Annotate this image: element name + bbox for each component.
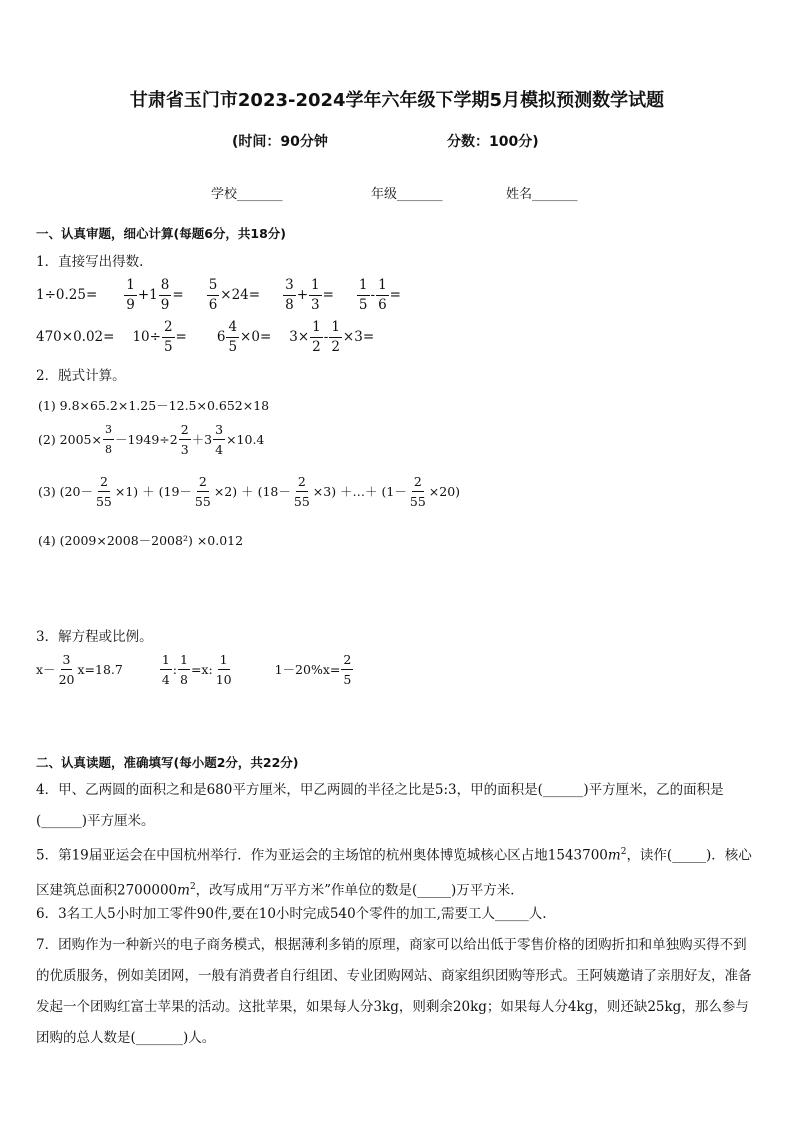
denominator: 8 xyxy=(285,296,294,313)
denominator: 55 xyxy=(194,493,211,509)
expr-text: x=18.7 xyxy=(77,661,123,677)
expr-9 xyxy=(289,318,374,357)
denominator: 5 xyxy=(228,338,238,355)
numerator: 1 xyxy=(124,276,137,296)
operator: ×24= xyxy=(220,287,261,303)
fraction xyxy=(226,318,239,357)
question-3-title: 3．解方程或比例。 xyxy=(36,629,153,645)
numerator: 4 xyxy=(226,318,239,338)
expr-6: 470×0.02= xyxy=(36,329,115,345)
operator: ×0= xyxy=(240,329,272,345)
denominator: 9 xyxy=(160,296,170,313)
fraction xyxy=(214,650,234,689)
fraction xyxy=(160,650,172,689)
numerator: 1 xyxy=(310,318,323,338)
denominator: 20 xyxy=(58,671,75,687)
fraction xyxy=(124,276,137,315)
denominator: 5 xyxy=(358,296,368,313)
unit-m: m xyxy=(177,882,190,898)
fraction xyxy=(309,276,322,315)
numerator: 1 xyxy=(329,318,342,338)
expr-text: ×2) ＋ (18－ xyxy=(213,484,291,499)
exam-time: (时间：90分钟 xyxy=(232,134,328,150)
numerator: 2 xyxy=(162,318,175,338)
equals: = xyxy=(389,287,401,303)
numerator: 1 xyxy=(357,276,370,296)
fraction xyxy=(193,472,213,511)
expr-4 xyxy=(282,276,334,315)
denominator: 3 xyxy=(180,441,189,457)
expr-text: ×3) ＋…＋ (1－ xyxy=(312,484,407,499)
numerator: 2 xyxy=(412,472,424,492)
question-2-part-4: (4) (2009×2008－2008²) ×0.012 xyxy=(38,533,244,548)
fraction xyxy=(213,420,225,459)
expr-text: ×20) xyxy=(428,483,461,499)
question-3-equations xyxy=(36,648,354,690)
denominator: 3 xyxy=(311,296,320,313)
fraction xyxy=(57,650,77,689)
fraction xyxy=(207,276,220,315)
denominator: 5 xyxy=(343,671,352,687)
denominator: 9 xyxy=(126,296,135,313)
fraction xyxy=(94,472,114,511)
equation-1 xyxy=(36,650,123,689)
page-title: 甘肃省玉门市2023-2024学年六年级下学期5月模拟预测数学试题 xyxy=(129,90,665,111)
denominator: 55 xyxy=(409,493,426,509)
equation-2 xyxy=(159,650,235,689)
question-4: 4．甲、乙两圆的面积之和是680平方厘米，甲乙两圆的半径之比是5:3，甲的面积是(______)平方厘米，乙的面积是(______)平方厘米。 xyxy=(36,782,724,829)
numerator: 8 xyxy=(159,276,172,296)
operator: - xyxy=(323,329,329,345)
question-6: 6．3名工人5小时加工零件90件,要在10小时完成540个零件的加工,需要工人_____人. xyxy=(36,906,547,922)
question-1-title: 1．直接写出得数. xyxy=(36,254,144,270)
expr-text: (3) (20－ xyxy=(38,484,93,499)
denominator: 2 xyxy=(331,338,340,355)
question-2-part-2 xyxy=(38,418,264,460)
expr-1: 1÷0.25= xyxy=(36,287,98,303)
q5-text: ，改写成用“万平方米”作单位的数是(_____)万平方米． xyxy=(195,882,524,898)
expr-text: 1－20%x= xyxy=(274,662,341,677)
exponent: 2 xyxy=(620,847,627,857)
numerator: 1 xyxy=(309,276,322,296)
denominator: 6 xyxy=(378,296,387,313)
numerator: 1 xyxy=(218,650,230,670)
fraction xyxy=(341,650,353,689)
denominator: 4 xyxy=(215,441,224,457)
operator: 3× xyxy=(289,329,310,345)
numerator: 3 xyxy=(103,420,114,440)
expr-text: : xyxy=(172,661,177,677)
operator: ×3= xyxy=(342,329,375,345)
fraction xyxy=(357,276,370,315)
equals: = xyxy=(322,287,334,303)
fraction xyxy=(162,318,175,357)
question-2-part-3 xyxy=(38,470,460,512)
question-7: 7．团购作为一种新兴的电子商务模式，根据薄利多销的原理，商家可以给出低于零售价格的团购折扣和单独购买得不到的优质服务，例如美团网，一般有消费者自行组团、专业团购网站、商家组织团购等形式。王阿姨邀请了亲朋好友，准备发起一个团购红富士苹果的活动。这批苹果，如果每人分3kg，则剩余20kg；如果每人分4kg，则还缺25kg，那么参与团购的总人数是(_______)人。 xyxy=(36,937,752,1046)
expr-text: (2) 2005× xyxy=(38,431,102,447)
fraction xyxy=(159,276,172,315)
mental-math-row-2 xyxy=(36,316,374,358)
operator: 10÷ xyxy=(132,329,161,345)
exam-score: 分数：100分) xyxy=(447,134,539,150)
expr-7 xyxy=(132,318,186,357)
exponent: 2 xyxy=(189,881,196,892)
unit-m: m xyxy=(607,847,621,864)
denominator: 8 xyxy=(104,442,112,456)
question-5 xyxy=(36,837,756,906)
q5-text: ，读作(_____)．核心区建筑总面积2700000 xyxy=(36,847,752,898)
numerator: 3 xyxy=(213,420,225,440)
equation-3 xyxy=(275,650,355,689)
section-heading-2: 二、认真读题，准确填写(每小题2分，共22分) xyxy=(36,755,299,770)
numerator: 2 xyxy=(296,472,308,492)
expr-text: x－ xyxy=(36,662,56,677)
fraction xyxy=(376,276,389,315)
expr-2 xyxy=(123,276,183,315)
grade-field: 年级_______ xyxy=(371,187,443,202)
fraction xyxy=(292,472,312,511)
denominator: 55 xyxy=(95,493,112,509)
expr-text: ×1) ＋ (19－ xyxy=(114,484,192,499)
name-field: 姓名_______ xyxy=(506,187,578,202)
denominator: 5 xyxy=(163,338,173,355)
operator: + xyxy=(296,287,308,303)
numerator: 1 xyxy=(160,650,172,670)
section-heading-1: 一、认真审题，细心计算(每题6分，共18分) xyxy=(36,226,287,241)
denominator: 4 xyxy=(161,671,170,687)
fraction xyxy=(178,650,190,689)
equals: = xyxy=(172,287,184,303)
numerator: 2 xyxy=(179,420,191,440)
fraction xyxy=(408,472,428,511)
expr-text: －1949÷2 xyxy=(114,432,178,447)
denominator: 55 xyxy=(293,493,310,509)
expr-5 xyxy=(356,276,401,315)
operator: - xyxy=(370,287,376,303)
numerator: 3 xyxy=(61,650,73,670)
numerator: 5 xyxy=(207,276,220,296)
numerator: 2 xyxy=(341,650,353,670)
fraction xyxy=(329,318,342,357)
numerator: 2 xyxy=(197,472,209,492)
numerator: 1 xyxy=(376,276,389,296)
fraction xyxy=(283,276,296,315)
expr-8 xyxy=(217,318,271,357)
mental-math-row-1 xyxy=(36,274,401,316)
expr-text: ×10.4 xyxy=(226,431,265,447)
denominator: 6 xyxy=(208,296,218,313)
expr-3 xyxy=(206,276,260,315)
whole-part: 6 xyxy=(216,329,226,345)
question-2-title: 2．脱式计算。 xyxy=(36,368,126,384)
denominator: 10 xyxy=(215,671,232,687)
numerator: 1 xyxy=(178,650,190,670)
fraction xyxy=(179,420,191,459)
school-field: 学校_______ xyxy=(211,187,283,202)
denominator: 8 xyxy=(180,671,188,687)
operator: +1 xyxy=(137,287,158,303)
equals: = xyxy=(175,329,187,345)
question-2-part-1: (1) 9.8×65.2×1.25－12.5×0.652×18 xyxy=(38,398,270,413)
denominator: 2 xyxy=(312,338,321,355)
expr-text: =x: xyxy=(190,661,213,677)
numerator: 3 xyxy=(283,276,296,296)
fraction xyxy=(310,318,323,357)
fraction xyxy=(103,420,114,459)
numerator: 2 xyxy=(98,472,110,492)
q5-text: 5．第19届亚运会在中国杭州举行．作为亚运会的主场馆的杭州奥体博览城核心区占地1543700 xyxy=(36,847,608,864)
expr-text: ＋3 xyxy=(191,432,213,447)
